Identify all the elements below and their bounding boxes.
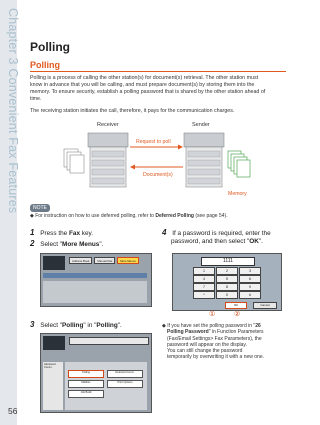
callout-2: ② bbox=[234, 311, 241, 318]
step-1-text-end: key. bbox=[80, 230, 94, 237]
bullet-icon: ◆ bbox=[162, 323, 166, 329]
tip-line-6: temporarily by overwriting it with a new one. bbox=[167, 354, 264, 361]
note-link[interactable]: Deferred Polling bbox=[155, 213, 194, 219]
cancel-button[interactable]: Cancel bbox=[253, 302, 277, 309]
keypad-key[interactable]: 4 bbox=[193, 275, 215, 283]
keypad-key[interactable]: * bbox=[193, 291, 215, 299]
step-3-text-mid: " in " bbox=[83, 322, 97, 329]
tip-line-1: If you have set the polling password in " bbox=[167, 323, 256, 329]
chapter-side-label: Chapter 3 Convenient Fax Features bbox=[6, 8, 20, 214]
receiver-machine-icon bbox=[88, 133, 128, 187]
tip-param-number: 26 bbox=[255, 323, 261, 329]
note-text bbox=[30, 213, 280, 220]
index-bar bbox=[43, 273, 147, 278]
step-4 bbox=[162, 229, 292, 246]
menu-advanced-comm[interactable]: Advanced Comm. bbox=[44, 363, 56, 369]
page-number: 56 bbox=[8, 406, 18, 416]
keypad-key[interactable]: 9 bbox=[239, 283, 261, 291]
tab-more-menus[interactable]: More Menus bbox=[117, 257, 139, 264]
top-tabs bbox=[69, 337, 149, 345]
tab-row bbox=[69, 257, 139, 264]
polling-ref: Polling bbox=[62, 322, 84, 329]
keypad-key[interactable]: 8 bbox=[216, 283, 238, 291]
request-arrow-icon bbox=[130, 145, 183, 150]
bullet-icon: ◆ bbox=[30, 213, 34, 219]
note-text-pre: For instruction on how to use deferred polling, refer to bbox=[35, 213, 156, 219]
intro-paragraph bbox=[30, 75, 286, 103]
step-4-line-2-end: ". bbox=[258, 238, 263, 245]
password-keypad-screenshot bbox=[172, 253, 282, 311]
step-4-line-2: password, and then select " bbox=[171, 238, 250, 245]
keypad-key[interactable]: # bbox=[239, 291, 261, 299]
keypad-key[interactable]: 1 bbox=[193, 267, 215, 275]
keypad-key[interactable]: 3 bbox=[239, 267, 261, 275]
documents-label: Document(s) bbox=[143, 172, 173, 178]
tip-line-2: " in Function Parameters bbox=[208, 329, 264, 336]
more-menus-ref: More Menus bbox=[62, 241, 100, 248]
note-text-post: (see page 54). bbox=[193, 213, 228, 219]
step-3-text: Select " bbox=[40, 322, 63, 329]
step-4-number: 4 bbox=[162, 228, 167, 237]
step-3-number: 3 bbox=[30, 320, 35, 329]
address-list bbox=[43, 281, 147, 303]
step-4-line-1: If a password is required, enter the bbox=[172, 230, 271, 237]
keypad-key[interactable]: 2 bbox=[216, 267, 238, 275]
fax-key-ref: Fax bbox=[69, 230, 81, 237]
sender-label: Sender bbox=[192, 122, 210, 128]
status-panel bbox=[43, 336, 65, 350]
step-1-number: 1 bbox=[30, 228, 35, 237]
step-3-text-end: ". bbox=[117, 322, 122, 329]
keypad-key[interactable]: 6 bbox=[239, 275, 261, 283]
print-options-option[interactable]: Print Options bbox=[107, 380, 143, 388]
status-panel bbox=[43, 256, 65, 270]
intro-line: memory. To ensure security, establish a polling password that is shared by the other station ahead of bbox=[30, 89, 266, 95]
tip-text bbox=[162, 323, 290, 361]
mailbox-option[interactable]: Mailbox bbox=[68, 380, 104, 388]
section-subtitle: Polling bbox=[30, 60, 60, 70]
request-label: Request to poll bbox=[136, 139, 171, 145]
step-2-number: 2 bbox=[30, 239, 35, 248]
ok-button[interactable]: OK bbox=[225, 302, 247, 309]
polling-group-ref: Polling bbox=[96, 322, 118, 329]
documents-arrow-icon bbox=[130, 165, 183, 170]
tip-param-name: Polling Password bbox=[167, 329, 209, 336]
tab-address-book[interactable]: Address Book bbox=[69, 257, 92, 264]
step-2-text-end: ". bbox=[99, 241, 104, 248]
tab-manual-dial[interactable]: Manual Dial bbox=[94, 257, 115, 264]
step-3 bbox=[30, 321, 122, 330]
keypad-key[interactable]: 5 bbox=[216, 275, 238, 283]
deferred-comm-option[interactable]: Deferred Comm. bbox=[107, 370, 143, 378]
note-badge: NOTE bbox=[30, 204, 50, 212]
ok-ref: OK bbox=[249, 238, 259, 245]
subtitle-rule bbox=[30, 71, 286, 72]
tip-line-3: (Fax/Email Settings> Fax Parameters), the bbox=[167, 335, 262, 342]
step-1-text: Press the bbox=[40, 230, 70, 237]
callout-1: ① bbox=[209, 311, 216, 318]
step-1 bbox=[30, 229, 93, 238]
polling-diagram bbox=[60, 121, 260, 201]
polling-option[interactable]: Polling bbox=[68, 370, 104, 378]
password-display[interactable]: 1111 bbox=[201, 257, 255, 266]
sender-machine-icon bbox=[184, 133, 224, 187]
menu-grid bbox=[65, 362, 147, 410]
menu-left-column bbox=[43, 362, 63, 410]
tip-line-4: password will appear on the display. bbox=[167, 341, 247, 348]
memory-label: Memory bbox=[228, 191, 247, 197]
intro-line: time. bbox=[30, 96, 42, 102]
step-2 bbox=[30, 240, 103, 249]
step-3-screenshot bbox=[40, 333, 152, 413]
job-build-option[interactable]: Job Build bbox=[68, 390, 104, 398]
received-documents-icon bbox=[64, 149, 84, 173]
keypad-grid bbox=[193, 267, 261, 299]
memory-documents-icon bbox=[228, 151, 250, 177]
step-2-text: Select " bbox=[40, 241, 63, 248]
page-title: Polling bbox=[30, 40, 70, 54]
intro-line: Polling is a process of calling the other station(s) for document(s) retrieval. The other station must bbox=[30, 75, 259, 81]
intro-line: know in advance that you will be calling, and must prepare document(s) by storing them into the bbox=[30, 82, 255, 88]
receiver-label: Receiver bbox=[97, 122, 119, 128]
keypad-key[interactable]: 7 bbox=[193, 283, 215, 291]
step-2-screenshot bbox=[40, 253, 152, 307]
intro-paragraph-2: The receiving station initiates the call, therefore, it pays for the communication charges. bbox=[30, 108, 235, 114]
tip-line-5: You can still change the password bbox=[167, 348, 243, 355]
keypad-key[interactable]: 0 bbox=[216, 291, 238, 299]
